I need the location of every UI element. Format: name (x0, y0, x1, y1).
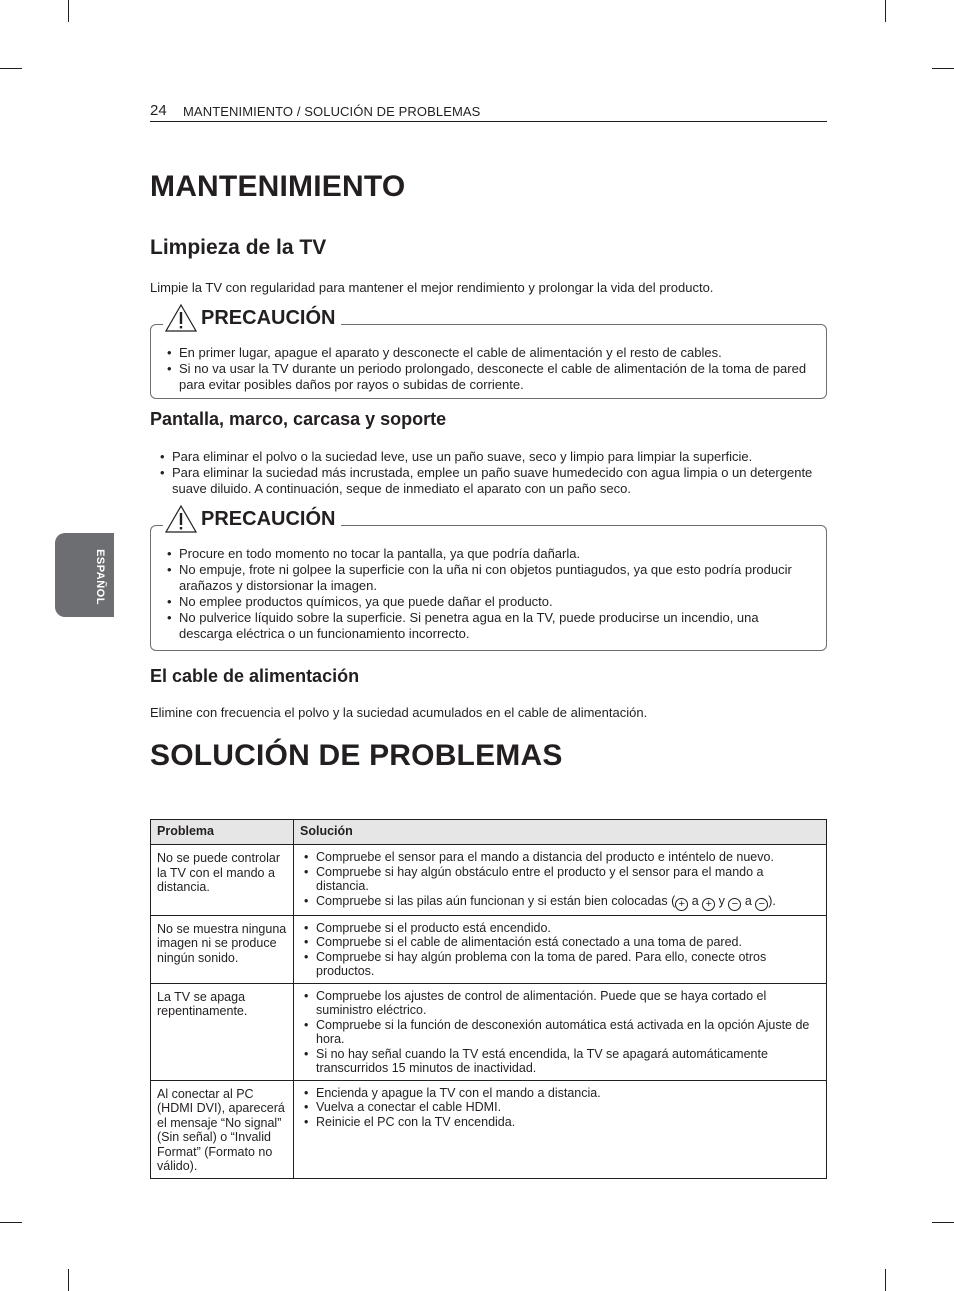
list-item: • Compruebe si la función de desconexión automática está activada en la opción Ajuste de hora. (302, 1018, 816, 1047)
list-item: • No empuje, frote ni golpee la superficie con la uña ni con objetos puntiagudos, ya que esto podría producir arañazos y distorsionar la imagen. (165, 562, 814, 594)
running-head: MANTENIMIENTO / SOLUCIÓN DE PROBLEMAS (183, 104, 481, 119)
language-tab-label: ESPAÑOL (94, 549, 106, 605)
list-item: • Compruebe si las pilas aún funcionan y si están bien colocadas ( + a + y − a − ). (302, 894, 816, 911)
problem-cell: Al conectar al PC (HDMI DVI), aparecerá el mensaje “No signal” (Sin señal) o “Invalid Format” (Formato no válido). (151, 1080, 294, 1178)
problem-cell: La TV se apaga repentinamente. (151, 983, 294, 1080)
cable-text: Elimine con frecuencia el polvo y la suciedad acumulados en el cable de alimentación. (150, 705, 648, 720)
caution-header (163, 504, 341, 534)
maintenance-title: MANTENIMIENTO (150, 170, 406, 203)
caution-title: PRECAUCIÓN (201, 507, 336, 530)
minus-terminal-icon: − (755, 898, 768, 911)
crop-mark (68, 0, 69, 22)
crop-mark (0, 1222, 22, 1223)
solution-cell (294, 983, 827, 1080)
list-item: • Vuelva a conectar el cable HDMI. (302, 1100, 816, 1115)
table-row (151, 983, 827, 1080)
list-item: • Procure en todo momento no tocar la pantalla, ya que podría dañarla. (165, 546, 814, 562)
caution-box (150, 306, 827, 399)
cable-section-title: El cable de alimentación (150, 666, 360, 686)
list-item: • Compruebe si el cable de alimentación está conectado a una toma de pared. (302, 935, 816, 950)
caution-box (150, 507, 827, 651)
page-number: 24 (150, 102, 167, 119)
screen-section-title: Pantalla, marco, carcasa y soporte (150, 409, 447, 429)
crop-mark (932, 68, 954, 69)
table-row (151, 1080, 827, 1178)
list-item: • Compruebe si el producto está encendido. (302, 921, 816, 936)
column-header-solution: Solución (294, 820, 827, 845)
table-row (151, 845, 827, 916)
page-header (150, 101, 827, 122)
solution-cell (294, 915, 827, 983)
crop-mark (885, 0, 886, 22)
warning-icon (165, 505, 197, 533)
troubleshooting-title: SOLUCIÓN DE PROBLEMAS (150, 739, 563, 772)
plus-terminal-icon: + (702, 898, 715, 911)
minus-terminal-icon: − (728, 898, 741, 911)
list-item: • No emplee productos químicos, ya que puede dañar el producto. (165, 594, 814, 610)
list-item: • Compruebe el sensor para el mando a distancia del producto e inténtelo de nuevo. (302, 850, 816, 865)
caution-title: PRECAUCIÓN (201, 306, 336, 329)
caution-list (151, 325, 826, 397)
crop-mark (932, 1222, 954, 1223)
list-item: • Compruebe si hay algún problema con la toma de pared. Para ello, conecte otros productos. (302, 950, 816, 979)
cleaning-intro: Limpie la TV con regularidad para mantener el mejor rendimiento y prolongar la vida del producto. (150, 280, 714, 295)
crop-mark (885, 1269, 886, 1291)
list-item: • Si no hay señal cuando la TV está encendida, la TV se apagará automáticamente transcurridos 15 minutos de inactividad. (302, 1047, 816, 1076)
list-item: • Para eliminar el polvo o la suciedad leve, use un paño suave, seco y limpio para limpiar la superficie. (158, 449, 826, 465)
crop-mark (0, 68, 22, 69)
list-item: • No pulverice líquido sobre la superficie. Si penetra agua en la TV, puede producirse un incendio, una descarga eléctrica o un funcionamiento incorrecto. (165, 610, 814, 642)
list-item: • En primer lugar, apague el aparato y desconecte el cable de alimentación y el resto de cables. (165, 345, 814, 361)
cleaning-title: Limpieza de la TV (150, 236, 327, 259)
warning-icon (165, 304, 197, 332)
list-item: • Encienda y apague la TV con el mando a distancia. (302, 1086, 816, 1101)
list-item: • Para eliminar la suciedad más incrustada, emplee un paño suave humedecido con agua limpia o un detergente suave diluido. A continuación, seque de inmediato el aparato con un paño seco. (158, 465, 826, 497)
crop-mark (68, 1269, 69, 1291)
solution-cell (294, 1080, 827, 1178)
list-item: • Compruebe los ajustes de control de alimentación. Puede que se haya cortado el suministro eléctrico. (302, 989, 816, 1018)
list-item: • Si no va usar la TV durante un periodo prolongado, desconecte el cable de alimentación de la toma de pared para evitar posibles daños por rayos o subidas de corriente. (165, 361, 814, 393)
column-header-problem: Problema (151, 820, 294, 845)
problem-cell: No se muestra ninguna imagen ni se produce ningún sonido. (151, 915, 294, 983)
problem-cell: No se puede controlar la TV con el mando a distancia. (151, 845, 294, 916)
caution-header (163, 303, 341, 333)
list-item: • Compruebe si hay algún obstáculo entre el producto y el sensor para el mando a distancia. (302, 865, 816, 894)
screen-care-list (158, 449, 826, 497)
list-item: • Reinicie el PC con la TV encendida. (302, 1115, 816, 1130)
language-tab (55, 533, 114, 617)
caution-list (151, 526, 826, 646)
troubleshooting-table (150, 819, 827, 1179)
table-row (151, 915, 827, 983)
solution-cell (294, 845, 827, 916)
table-header-row (151, 820, 827, 845)
plus-terminal-icon: + (675, 898, 688, 911)
